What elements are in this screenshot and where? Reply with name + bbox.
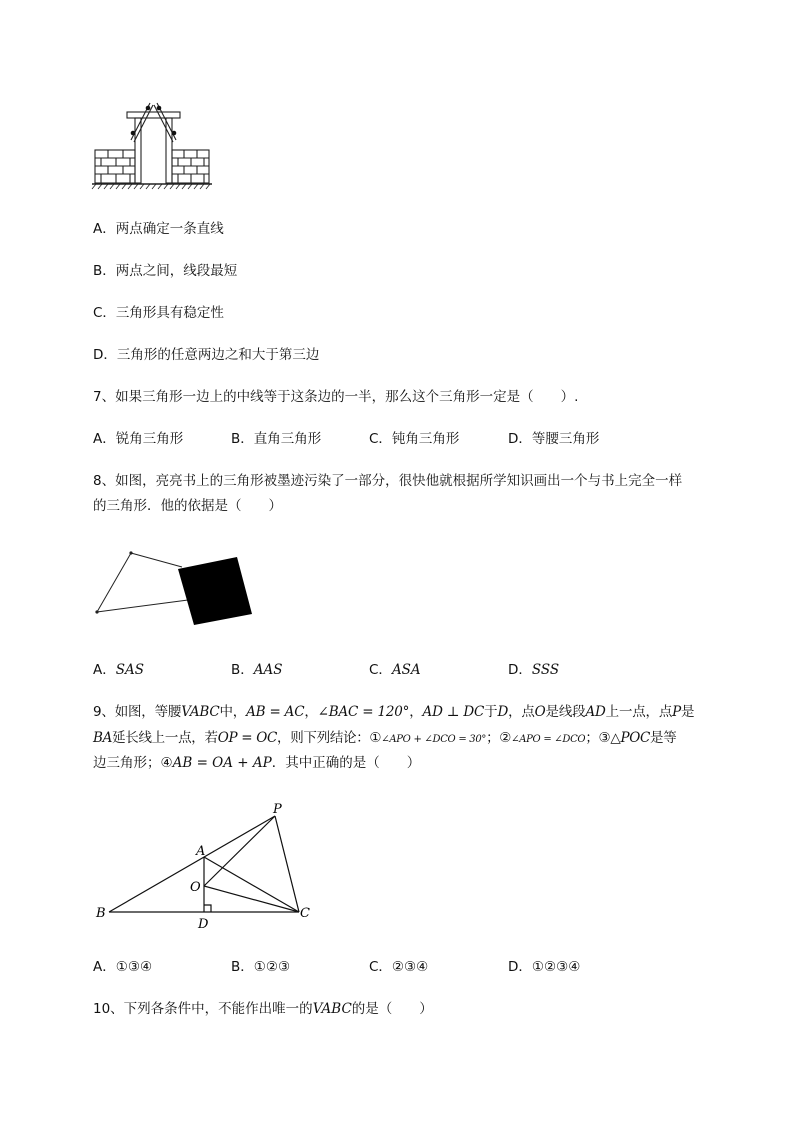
gate-brace-figure	[90, 100, 215, 190]
q6-option-a: A．两点确定一条直线	[93, 221, 224, 237]
q8-question-line2: 的三角形．他的依据是（ ）	[93, 498, 282, 514]
q9-option-b: B．①②③	[231, 959, 291, 975]
label-C: C	[300, 906, 310, 921]
ink-stained-triangle-figure	[90, 548, 260, 630]
q8-option-a: A．SAS	[93, 662, 144, 678]
q7-option-c: C．钝角三角形	[369, 431, 460, 447]
q7-option-a: A．锐角三角形	[93, 431, 184, 447]
q9-question-line1: 9、如图，等腰VABC中，AB = AC，∠BAC = 120°，AD ⊥ DC于D，点O是线段AD上一点，点P是	[93, 704, 695, 720]
q9-question-line3: 边三角形；④AB = OA + AP．其中正确的是（ ）	[93, 755, 421, 771]
q7-option-b: B．直角三角形	[231, 431, 322, 447]
label-O: O	[190, 880, 201, 895]
q10-question: 10、下列各条件中，不能作出唯一的VABC的是（ ）	[93, 1001, 433, 1017]
q6-option-d: D．三角形的任意两边之和大于第三边	[93, 347, 320, 363]
q7-option-d: D．等腰三角形	[508, 431, 600, 447]
triangle-pac-figure	[90, 798, 330, 933]
q6-option-b: B．两点之间，线段最短	[93, 263, 238, 279]
q7-question: 7、如果三角形一边上的中线等于这条边的一半，那么这个三角形一定是（ ）.	[93, 389, 579, 405]
q9-question-line2: BA延长线上一点，若OP = OC，则下列结论：①∠APO + ∠DCO = 30°；②∠APO = ∠DCO；③△POC是等	[93, 730, 677, 746]
q9-option-d: D．①②③④	[508, 959, 581, 975]
q8-question-line1: 8、如图，亮亮书上的三角形被墨迹污染了一部分，很快他就根据所学知识画出一个与书上完全一样	[93, 473, 683, 489]
ink-blot	[178, 557, 252, 625]
q9-option-a: A．①③④	[93, 959, 153, 975]
q9-option-c: C．②③④	[369, 959, 429, 975]
label-P: P	[273, 802, 282, 817]
q8-option-b: B．AAS	[231, 662, 283, 678]
label-D: D	[198, 917, 209, 932]
q6-option-c: C．三角形具有稳定性	[93, 305, 224, 321]
label-A: A	[196, 844, 206, 859]
q8-option-c: C．ASA	[369, 662, 421, 678]
q8-option-d: D．SSS	[508, 662, 560, 678]
label-B: B	[96, 906, 106, 921]
